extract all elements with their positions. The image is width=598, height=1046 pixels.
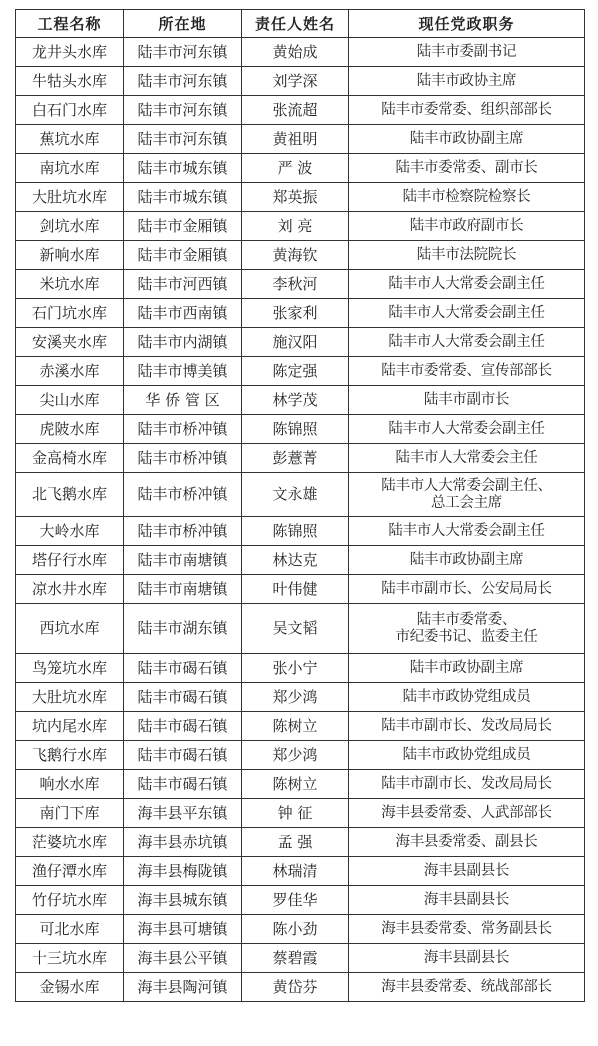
position-cell: 陆丰市副市长	[349, 386, 585, 415]
responsible-person-cell: 郑少鸿	[242, 741, 349, 770]
responsible-person-cell: 施汉阳	[242, 328, 349, 357]
table-header-row	[16, 10, 585, 38]
project-name-cell: 大岭水库	[16, 517, 124, 546]
responsible-person-cell: 彭薏菁	[242, 444, 349, 473]
responsible-person-cell: 李秋河	[242, 270, 349, 299]
responsible-person-cell: 郑少鸿	[242, 683, 349, 712]
location-cell: 陆丰市碣石镇	[124, 741, 242, 770]
responsible-person-cell: 孟 强	[242, 828, 349, 857]
responsible-person-cell: 林达克	[242, 546, 349, 575]
table-row	[16, 575, 585, 604]
location-cell: 陆丰市西南镇	[124, 299, 242, 328]
table-row	[16, 654, 585, 683]
position-cell: 陆丰市人大常委会副主任、 总工会主席	[349, 473, 585, 517]
table-row	[16, 741, 585, 770]
responsible-person-cell: 文永雄	[242, 473, 349, 517]
table-row	[16, 241, 585, 270]
position-cell: 陆丰市副市长、发改局局长	[349, 712, 585, 741]
table-row	[16, 299, 585, 328]
table-row	[16, 212, 585, 241]
location-cell: 海丰县赤坑镇	[124, 828, 242, 857]
table-row	[16, 96, 585, 125]
position-cell: 海丰县委常委、统战部部长	[349, 973, 585, 1002]
location-cell: 陆丰市桥冲镇	[124, 444, 242, 473]
responsible-person-cell: 刘学深	[242, 67, 349, 96]
project-name-cell: 西坑水库	[16, 604, 124, 654]
position-cell: 陆丰市委常委、副市长	[349, 154, 585, 183]
position-cell: 陆丰市委常委、 市纪委书记、监委主任	[349, 604, 585, 654]
location-cell: 陆丰市城东镇	[124, 154, 242, 183]
project-name-cell: 渔仔潭水库	[16, 857, 124, 886]
project-name-cell: 金锡水库	[16, 973, 124, 1002]
header-current-position: 现任党政职务	[349, 10, 585, 38]
table-row	[16, 799, 585, 828]
project-name-cell: 响水水库	[16, 770, 124, 799]
project-name-cell: 米坑水库	[16, 270, 124, 299]
location-cell: 陆丰市碣石镇	[124, 770, 242, 799]
table-row	[16, 328, 585, 357]
position-cell: 陆丰市副市长、公安局局长	[349, 575, 585, 604]
table-row	[16, 154, 585, 183]
header-project-name: 工程名称	[16, 10, 124, 38]
responsible-person-cell: 陈锦照	[242, 517, 349, 546]
project-name-cell: 赤溪水库	[16, 357, 124, 386]
position-cell: 陆丰市政协副主席	[349, 654, 585, 683]
responsible-person-cell: 陈小劲	[242, 915, 349, 944]
table-row	[16, 915, 585, 944]
position-cell: 陆丰市人大常委会副主任	[349, 270, 585, 299]
table-row	[16, 712, 585, 741]
position-cell: 陆丰市政协副主席	[349, 125, 585, 154]
position-cell: 陆丰市委常委、宣传部部长	[349, 357, 585, 386]
project-name-cell: 北飞鹅水库	[16, 473, 124, 517]
responsible-person-cell: 黄始成	[242, 38, 349, 67]
location-cell: 陆丰市河西镇	[124, 270, 242, 299]
location-cell: 海丰县平东镇	[124, 799, 242, 828]
responsible-person-cell: 陈树立	[242, 712, 349, 741]
responsible-person-cell: 陈锦照	[242, 415, 349, 444]
table-row	[16, 944, 585, 973]
project-name-cell: 大肚坑水库	[16, 183, 124, 212]
position-cell: 海丰县副县长	[349, 886, 585, 915]
location-cell: 华 侨 管 区	[124, 386, 242, 415]
position-cell: 陆丰市检察院检察长	[349, 183, 585, 212]
table-row	[16, 444, 585, 473]
position-cell: 海丰县委常委、人武部部长	[349, 799, 585, 828]
location-cell: 陆丰市河东镇	[124, 96, 242, 125]
project-name-cell: 塔仔行水库	[16, 546, 124, 575]
responsible-person-cell: 郑英振	[242, 183, 349, 212]
location-cell: 陆丰市河东镇	[124, 38, 242, 67]
project-name-cell: 十三坑水库	[16, 944, 124, 973]
table-row	[16, 386, 585, 415]
location-cell: 陆丰市桥冲镇	[124, 473, 242, 517]
project-name-cell: 安溪夹水库	[16, 328, 124, 357]
location-cell: 陆丰市碣石镇	[124, 654, 242, 683]
responsible-person-cell: 黄祖明	[242, 125, 349, 154]
location-cell: 陆丰市湖东镇	[124, 604, 242, 654]
table-row	[16, 683, 585, 712]
location-cell: 陆丰市桥冲镇	[124, 415, 242, 444]
location-cell: 海丰县陶河镇	[124, 973, 242, 1002]
table-row	[16, 886, 585, 915]
location-cell: 陆丰市河东镇	[124, 125, 242, 154]
responsible-person-cell: 林学茂	[242, 386, 349, 415]
position-cell: 陆丰市委副书记	[349, 38, 585, 67]
responsible-person-cell: 钟 征	[242, 799, 349, 828]
location-cell: 陆丰市博美镇	[124, 357, 242, 386]
responsible-person-cell: 严 波	[242, 154, 349, 183]
location-cell: 海丰县公平镇	[124, 944, 242, 973]
project-name-cell: 茫婆坑水库	[16, 828, 124, 857]
responsible-person-cell: 林瑞清	[242, 857, 349, 886]
table-row	[16, 770, 585, 799]
header-location: 所在地	[124, 10, 242, 38]
reservoir-responsibility-table-container	[15, 9, 585, 1002]
project-name-cell: 虎陂水库	[16, 415, 124, 444]
location-cell: 陆丰市南塘镇	[124, 546, 242, 575]
project-name-cell: 龙井头水库	[16, 38, 124, 67]
table-row	[16, 473, 585, 517]
position-cell: 陆丰市人大常委会主任	[349, 444, 585, 473]
location-cell: 陆丰市碣石镇	[124, 712, 242, 741]
responsible-person-cell: 黄岱芬	[242, 973, 349, 1002]
table-row	[16, 357, 585, 386]
position-cell: 海丰县委常委、常务副县长	[349, 915, 585, 944]
position-cell: 陆丰市委常委、组织部部长	[349, 96, 585, 125]
responsible-person-cell: 陈定强	[242, 357, 349, 386]
location-cell: 海丰县可塘镇	[124, 915, 242, 944]
position-cell: 陆丰市政协主席	[349, 67, 585, 96]
location-cell: 海丰县梅陇镇	[124, 857, 242, 886]
location-cell: 陆丰市桥冲镇	[124, 517, 242, 546]
location-cell: 陆丰市南塘镇	[124, 575, 242, 604]
responsible-person-cell: 刘 亮	[242, 212, 349, 241]
table-row	[16, 973, 585, 1002]
location-cell: 陆丰市金厢镇	[124, 241, 242, 270]
position-cell: 陆丰市法院院长	[349, 241, 585, 270]
project-name-cell: 尖山水库	[16, 386, 124, 415]
position-cell: 海丰县副县长	[349, 944, 585, 973]
table-row	[16, 270, 585, 299]
position-cell: 海丰县委常委、副县长	[349, 828, 585, 857]
project-name-cell: 金高椅水库	[16, 444, 124, 473]
responsible-person-cell: 叶伟健	[242, 575, 349, 604]
position-cell: 陆丰市人大常委会副主任	[349, 299, 585, 328]
header-responsible-person: 责任人姓名	[242, 10, 349, 38]
table-row	[16, 546, 585, 575]
responsible-person-cell: 张流超	[242, 96, 349, 125]
location-cell: 陆丰市城东镇	[124, 183, 242, 212]
project-name-cell: 石门坑水库	[16, 299, 124, 328]
project-name-cell: 蕉坑水库	[16, 125, 124, 154]
location-cell: 陆丰市碣石镇	[124, 683, 242, 712]
project-name-cell: 牛牯头水库	[16, 67, 124, 96]
position-cell: 海丰县副县长	[349, 857, 585, 886]
table-row	[16, 38, 585, 67]
project-name-cell: 可北水库	[16, 915, 124, 944]
position-cell: 陆丰市政协副主席	[349, 546, 585, 575]
project-name-cell: 大肚坑水库	[16, 683, 124, 712]
responsible-person-cell: 罗佳华	[242, 886, 349, 915]
location-cell: 陆丰市河东镇	[124, 67, 242, 96]
location-cell: 陆丰市内湖镇	[124, 328, 242, 357]
table-row	[16, 183, 585, 212]
position-cell: 陆丰市人大常委会副主任	[349, 328, 585, 357]
position-cell: 陆丰市人大常委会副主任	[349, 517, 585, 546]
project-name-cell: 白石门水库	[16, 96, 124, 125]
table-row	[16, 517, 585, 546]
table-row	[16, 604, 585, 654]
position-cell: 陆丰市人大常委会副主任	[349, 415, 585, 444]
table-row	[16, 125, 585, 154]
responsible-person-cell: 吴文韬	[242, 604, 349, 654]
project-name-cell: 坑内尾水库	[16, 712, 124, 741]
location-cell: 陆丰市金厢镇	[124, 212, 242, 241]
project-name-cell: 剑坑水库	[16, 212, 124, 241]
responsible-person-cell: 张小宁	[242, 654, 349, 683]
responsible-person-cell: 陈树立	[242, 770, 349, 799]
project-name-cell: 南门下库	[16, 799, 124, 828]
project-name-cell: 飞鹅行水库	[16, 741, 124, 770]
project-name-cell: 竹仔坑水库	[16, 886, 124, 915]
table-body	[16, 38, 585, 1002]
table-row	[16, 857, 585, 886]
responsible-person-cell: 张家利	[242, 299, 349, 328]
position-cell: 陆丰市政协党组成员	[349, 683, 585, 712]
position-cell: 陆丰市政协党组成员	[349, 741, 585, 770]
position-cell: 陆丰市副市长、发改局局长	[349, 770, 585, 799]
project-name-cell: 南坑水库	[16, 154, 124, 183]
table-row	[16, 415, 585, 444]
responsible-person-cell: 黄海钦	[242, 241, 349, 270]
project-name-cell: 新响水库	[16, 241, 124, 270]
project-name-cell: 鸟笼坑水库	[16, 654, 124, 683]
table-row	[16, 67, 585, 96]
table-row	[16, 828, 585, 857]
project-name-cell: 凉水井水库	[16, 575, 124, 604]
reservoir-responsibility-table	[15, 9, 585, 1002]
responsible-person-cell: 蔡碧霞	[242, 944, 349, 973]
position-cell: 陆丰市政府副市长	[349, 212, 585, 241]
location-cell: 海丰县城东镇	[124, 886, 242, 915]
